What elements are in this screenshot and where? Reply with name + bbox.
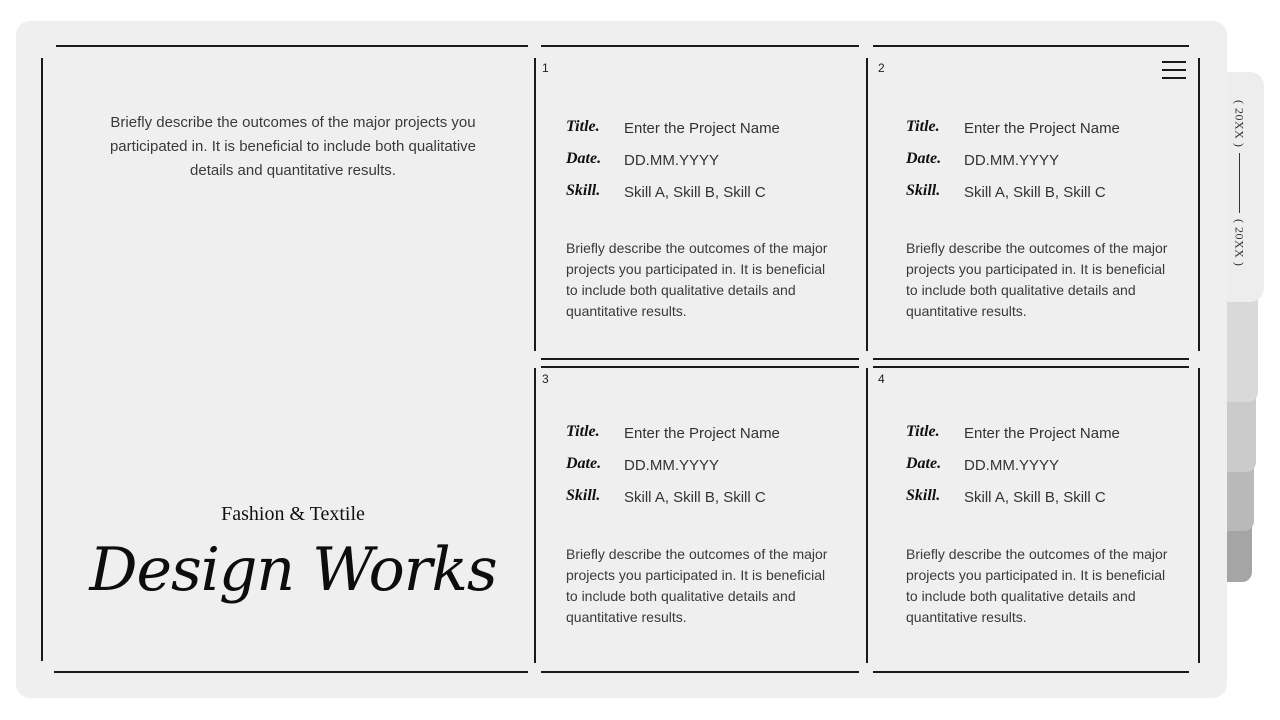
project-description: Briefly describe the outcomes of the major projects you participated in. It is beneficial to include both qualitative details and quantitative results.: [566, 546, 828, 625]
rule: [541, 358, 859, 360]
skill-label: Skill.: [906, 487, 941, 504]
rule: [534, 368, 536, 663]
hamburger-menu-icon[interactable]: [1162, 61, 1186, 79]
rule: [873, 366, 1189, 368]
rule: [866, 368, 868, 663]
title-label: Title.: [906, 423, 940, 440]
project-name: Enter the Project Name: [624, 120, 780, 137]
skill-label: Skill.: [566, 182, 601, 199]
year-connector: [1239, 153, 1240, 212]
menu-bar: [1162, 69, 1186, 71]
rule: [56, 45, 528, 47]
project-number: 1: [542, 61, 549, 75]
date-label: Date.: [566, 150, 602, 167]
project-description: Briefly describe the outcomes of the major projects you participated in. It is beneficial to include both qualitative details and quantitative results.: [906, 240, 1168, 319]
project-name: Enter the Project Name: [964, 120, 1120, 137]
rule: [873, 671, 1189, 673]
project-date: DD.MM.YYYY: [964, 457, 1060, 474]
project-date: DD.MM.YYYY: [964, 152, 1060, 169]
project-date: DD.MM.YYYY: [624, 152, 720, 169]
project-skills: Skill A, Skill B, Skill C: [624, 184, 766, 201]
project-number: 3: [542, 372, 549, 386]
rule: [541, 45, 859, 47]
date-label: Date.: [906, 150, 942, 167]
title-label: Title.: [566, 423, 600, 440]
project-number: 2: [878, 61, 885, 75]
subtitle: Fashion & Textile: [221, 503, 365, 525]
skill-label: Skill.: [906, 182, 941, 199]
date-label: Date.: [566, 455, 602, 472]
project-description: Briefly describe the outcomes of the major projects you participated in. It is beneficial to include both qualitative details and quantitative results.: [906, 546, 1168, 625]
page-title: Design Works: [89, 535, 497, 605]
project-name: Enter the Project Name: [624, 425, 780, 442]
rule: [541, 671, 859, 673]
project-date: DD.MM.YYYY: [624, 457, 720, 474]
rule: [534, 58, 536, 351]
skill-label: Skill.: [566, 487, 601, 504]
year-start: ( 20XX ): [1232, 100, 1247, 148]
title-label: Title.: [906, 118, 940, 135]
rule: [54, 671, 528, 673]
rule: [873, 45, 1189, 47]
intro-text: Briefly describe the outcomes of the major projects you participated in. It is beneficial to include both qualitative details and quantitative results.: [109, 114, 477, 179]
date-label: Date.: [906, 455, 942, 472]
rule: [866, 58, 868, 351]
year-range: [1226, 100, 1252, 266]
project-skills: Skill A, Skill B, Skill C: [964, 184, 1106, 201]
rule: [1198, 368, 1200, 663]
menu-bar: [1162, 77, 1186, 79]
title-label: Title.: [566, 118, 600, 135]
project-skills: Skill A, Skill B, Skill C: [964, 489, 1106, 506]
project-skills: Skill A, Skill B, Skill C: [624, 489, 766, 506]
rule: [1198, 58, 1200, 351]
rule: [541, 366, 859, 368]
menu-bar: [1162, 61, 1186, 63]
project-description: Briefly describe the outcomes of the major projects you participated in. It is beneficial to include both qualitative details and quantitative results.: [566, 240, 828, 319]
year-end: ( 20XX ): [1232, 218, 1247, 266]
project-name: Enter the Project Name: [964, 425, 1120, 442]
rule: [41, 58, 43, 661]
project-number: 4: [878, 372, 885, 386]
rule: [873, 358, 1189, 360]
